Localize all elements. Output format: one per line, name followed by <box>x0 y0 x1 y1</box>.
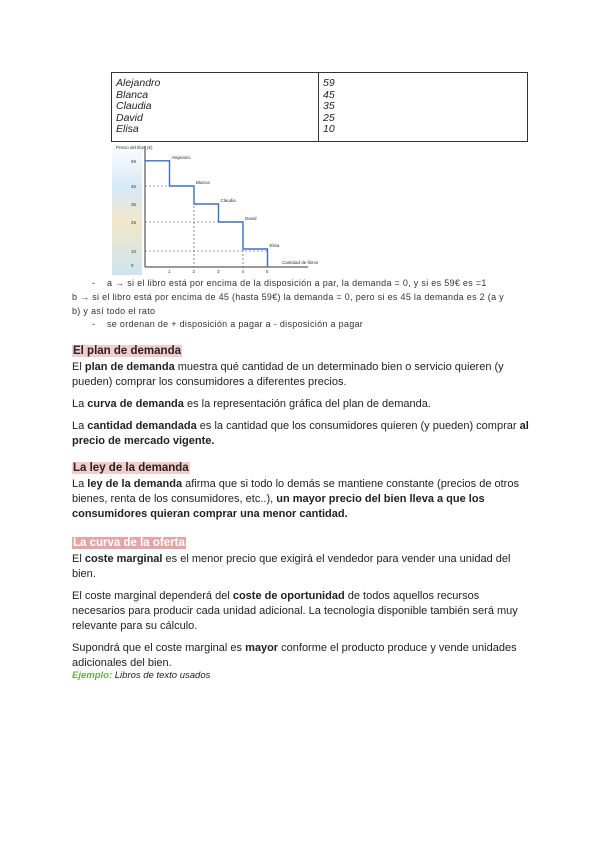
bold-term: plan de demanda <box>84 361 175 373</box>
table-cell-name: Elisa <box>116 123 139 135</box>
willingness-to-pay-table <box>111 72 528 142</box>
demand-step-chart <box>112 142 319 275</box>
bullet-c: se ordenan de + disposición a pagar a - disposición a pagar <box>107 319 364 329</box>
table-cell-name: Claudia <box>116 100 152 112</box>
text: muestra qué cantidad de un determinado bien o servicio quieren (y pueden) comprar los consumidores a diferentes precios. <box>72 361 504 388</box>
table-cell-value: 59 <box>323 77 335 89</box>
step-label: Alejandro <box>171 154 191 160</box>
text: es la cantidad que los consumidores quieren (y pueden) comprar <box>196 420 520 432</box>
heading-ley-demanda: La ley de la demanda <box>73 462 189 474</box>
text: es la representación gráfica del plan de demanda. <box>183 398 431 410</box>
y-tick-label: 10 <box>131 249 137 254</box>
table-cell-value: 25 <box>323 111 335 124</box>
bold-term: cantidad demandada <box>87 420 197 432</box>
bold-term: un mayor precio del bien lleva a que los consumidores quieran comprar una menor cantidad. <box>72 493 485 520</box>
table-divider <box>318 73 319 141</box>
text: La <box>72 398 88 410</box>
text: es el menor precio que exigirá el vendedor para vender una unidad del bien. <box>72 553 511 580</box>
text: El <box>72 361 85 373</box>
paragraph-plan-1 <box>72 360 532 390</box>
bold-term: ley de la demanda <box>87 478 183 490</box>
bullet-dash: - <box>92 278 96 288</box>
text: Supondrá que el coste marginal es <box>72 642 246 654</box>
example-line <box>72 670 210 681</box>
x-tick-label: 4 <box>241 269 245 274</box>
text: afirma que si todo lo demás se mantiene constante (precios de otros bienes, renta de los consumidores, etc..), <box>72 478 519 505</box>
table-names-column <box>116 73 160 146</box>
table-cell-value: 35 <box>323 100 335 112</box>
heading-plan-demanda: El plan de demanda <box>73 345 181 357</box>
bold-term: curva de demanda <box>87 398 184 410</box>
y-tick-label: 0 <box>131 263 134 268</box>
paragraph-ley-1 <box>72 477 532 522</box>
paragraph-oferta-1 <box>72 552 532 582</box>
x-axis-label: Cantidad de libros <box>282 260 319 265</box>
bullet-a: a → si el libro está por encima de la disposición a par, la demanda = 0, y si es 59€ es =1 <box>107 278 487 288</box>
table-cell-name: Alejandro <box>116 77 161 89</box>
step-label: Claudia <box>220 198 236 203</box>
table-cell-value: 10 <box>323 123 335 135</box>
chart-left-band <box>112 142 142 275</box>
paragraph-plan-2 <box>72 397 532 412</box>
x-tick-label: 5 <box>266 269 269 274</box>
text: El <box>72 553 85 565</box>
bullet-b-line1: b → si el libro está por encima de 45 (hasta 59€) la demanda = 0, pero si es 45 la demanda es 2 (a y <box>72 292 504 302</box>
x-tick-label: 1 <box>168 269 171 274</box>
example-label: Ejemplo: <box>72 670 113 681</box>
bold-term: al precio de mercado vigente. <box>72 420 529 447</box>
paragraph-oferta-2 <box>72 589 532 634</box>
y-axis-label: Precio del libro (€) <box>116 145 153 150</box>
table-values-column <box>323 73 335 146</box>
text: El coste marginal dependerá del <box>72 590 233 602</box>
heading-curva-oferta: La curva de la oferta <box>73 537 185 549</box>
y-tick-label: 25 <box>131 220 137 225</box>
paragraph-plan-3 <box>72 419 532 449</box>
step-label: Blanca <box>196 180 210 185</box>
text: conforme el producto produce y vende unidades adicionales del bien. <box>72 642 517 669</box>
table-cell-name: David <box>116 111 143 124</box>
step-label: David <box>245 216 257 221</box>
paragraph-oferta-3 <box>72 641 532 671</box>
x-tick-label: 3 <box>217 269 220 274</box>
bold-term: coste de oportunidad <box>232 590 345 602</box>
table-cell-value: 45 <box>323 88 335 101</box>
bold-term: mayor <box>245 642 279 654</box>
y-tick-label: 35 <box>131 202 137 207</box>
x-tick-label: 2 <box>192 269 196 274</box>
step-label: Elisa <box>269 243 280 248</box>
bold-term: coste marginal <box>84 553 163 565</box>
y-tick-label: 45 <box>131 184 137 189</box>
table-cell-name: Blanca <box>116 88 149 101</box>
text: La <box>72 478 88 490</box>
text: La <box>72 420 88 432</box>
bullet-dash: - <box>92 319 96 329</box>
y-tick-label: 59 <box>131 158 137 164</box>
bullet-b-line2: b) y así todo el rato <box>72 306 156 316</box>
text: de todos aquellos recursos necesarios para producir cada unidad adicional. La tecnología disponible también será muy relevante para su cálculo. <box>72 590 518 632</box>
example-text: Libros de texto usados <box>112 670 211 681</box>
